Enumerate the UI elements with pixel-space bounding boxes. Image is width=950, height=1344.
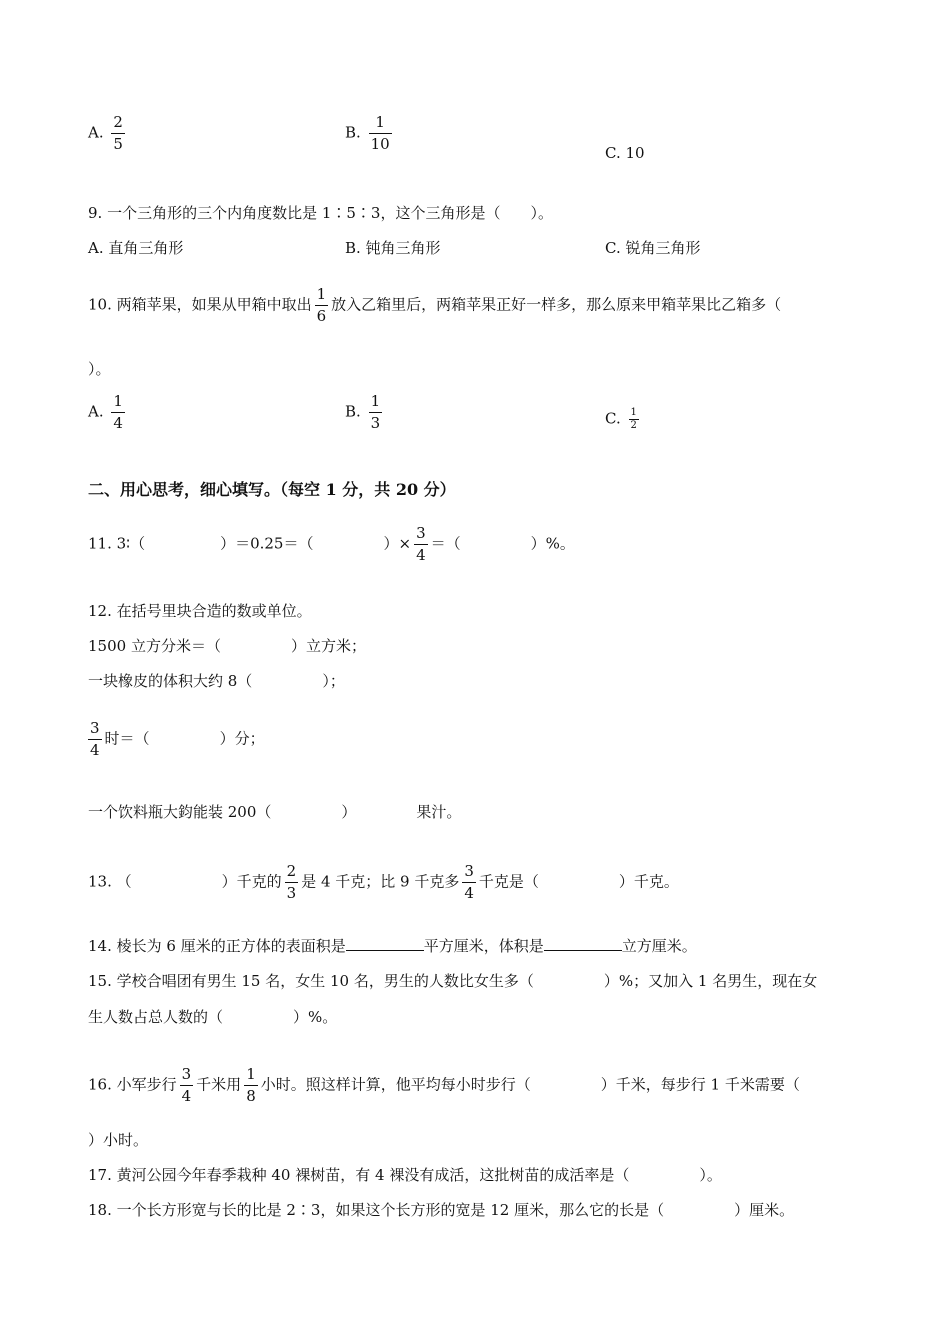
fraction: $\frac{1}{8}$ (246, 1065, 256, 1105)
q8-option-c: C. 10 (605, 144, 645, 162)
q14-text: 14. 棱长为 6 厘米的正方体的表面积是 平方厘米，体积是 立方厘米。 (88, 937, 697, 955)
q12-line-1: 1500 立方分米＝（ ）立方米； (88, 637, 366, 655)
q12-title: 12. 在括号里块合造的数或单位。 (88, 602, 312, 620)
q9-option-a: A. 直角三角形 (88, 239, 184, 257)
fraction: $\frac{1}{4}$ (113, 392, 123, 432)
q17-text: 17. 黄河公园今年春季栽种 40 裸树苗，有 4 裸没有成活，这批树苗的成活率是（ ）。 (88, 1166, 722, 1184)
q13-text: 13. （ ）千克的 $\frac{2}{3}$ 是 4 千克；比 9 千克多 $\frac{3}{4}$ 千克是（ ）千克。 (88, 862, 679, 902)
q10-text: 10. 两箱苹果，如果从甲箱中取出 $\frac{1}{6}$ 放入乙箱里后，两箱苹果正好一样多，那么原来甲箱苹果比乙箱多（ (88, 285, 782, 325)
fraction: $\frac{1}{6}$ (316, 285, 327, 325)
q15-text-cont: 生人数占总人数的（ ）%。 (88, 1008, 338, 1026)
q9-option-c: C. 锐角三角形 (605, 239, 701, 257)
fraction: $\frac{1}{10}$ (370, 113, 390, 153)
q12-line-2: 一块橡皮的体积大约 8（ ）； (88, 672, 345, 690)
q10-option-b: B. $\frac{1}{3}$ (345, 392, 381, 432)
q10-text-cont: ）。 (88, 360, 111, 378)
q10-option-a: A. $\frac{1}{4}$ (88, 392, 123, 432)
q18-text: 18. 一个长方形宽与长的比是 2∶3，如果这个长方形的宽是 12 厘米，那么它的长是（ ）厘米。 (88, 1201, 795, 1219)
q15-text: 15. 学校合唱团有男生 15 名，女生 10 名，男生的人数比女生多（ ）%；又加入 1 名男生，现在女 (88, 972, 818, 990)
q9-option-b: B. 钝角三角形 (345, 239, 441, 257)
q9-text: 9. 一个三角形的三个内角度数比是 1∶5∶3，这个三角形是（ ）。 (88, 204, 553, 222)
fraction: $\frac{1}{2}$ (630, 407, 637, 431)
q10-option-c: C. $\frac{1}{2}$ (605, 407, 637, 431)
fraction: $\frac{2}{3}$ (286, 862, 297, 902)
q16-text-cont: ）小时。 (88, 1131, 149, 1149)
fraction: $\frac{3}{4}$ (90, 719, 100, 759)
fraction: $\frac{3}{4}$ (181, 1065, 192, 1105)
fraction: $\frac{2}{5}$ (113, 113, 123, 153)
q12-line-4: 一个饮料瓶大鈞能装 200（ ） 果汁。 (88, 803, 462, 821)
fraction: $\frac{1}{3}$ (370, 392, 381, 432)
q11-text: 11. 3∶（ ）＝0.25＝（ ）× $\frac{3}{4}$ ＝（ ）%。 (88, 524, 575, 564)
fraction: $\frac{3}{4}$ (464, 862, 474, 902)
section-heading: 二、用心思考，细心填写。（每空 1 分，共 20 分） (88, 480, 456, 499)
fraction: $\frac{3}{4}$ (416, 524, 426, 564)
answer-blank (544, 936, 622, 951)
q8-option-a: A. $\frac{2}{5}$ (88, 113, 123, 153)
answer-blank (346, 936, 424, 951)
q12-line-3: $\frac{3}{4}$ 时＝（ ）分； (90, 719, 265, 759)
q8-option-b: B. $\frac{1}{10}$ (345, 113, 390, 153)
q16-text: 16. 小军步行 $\frac{3}{4}$ 千米用 $\frac{1}{8}$ 小时。照这样计算，他平均每小时步行（ ）千米，每步行 1 千米需要（ (88, 1065, 800, 1105)
